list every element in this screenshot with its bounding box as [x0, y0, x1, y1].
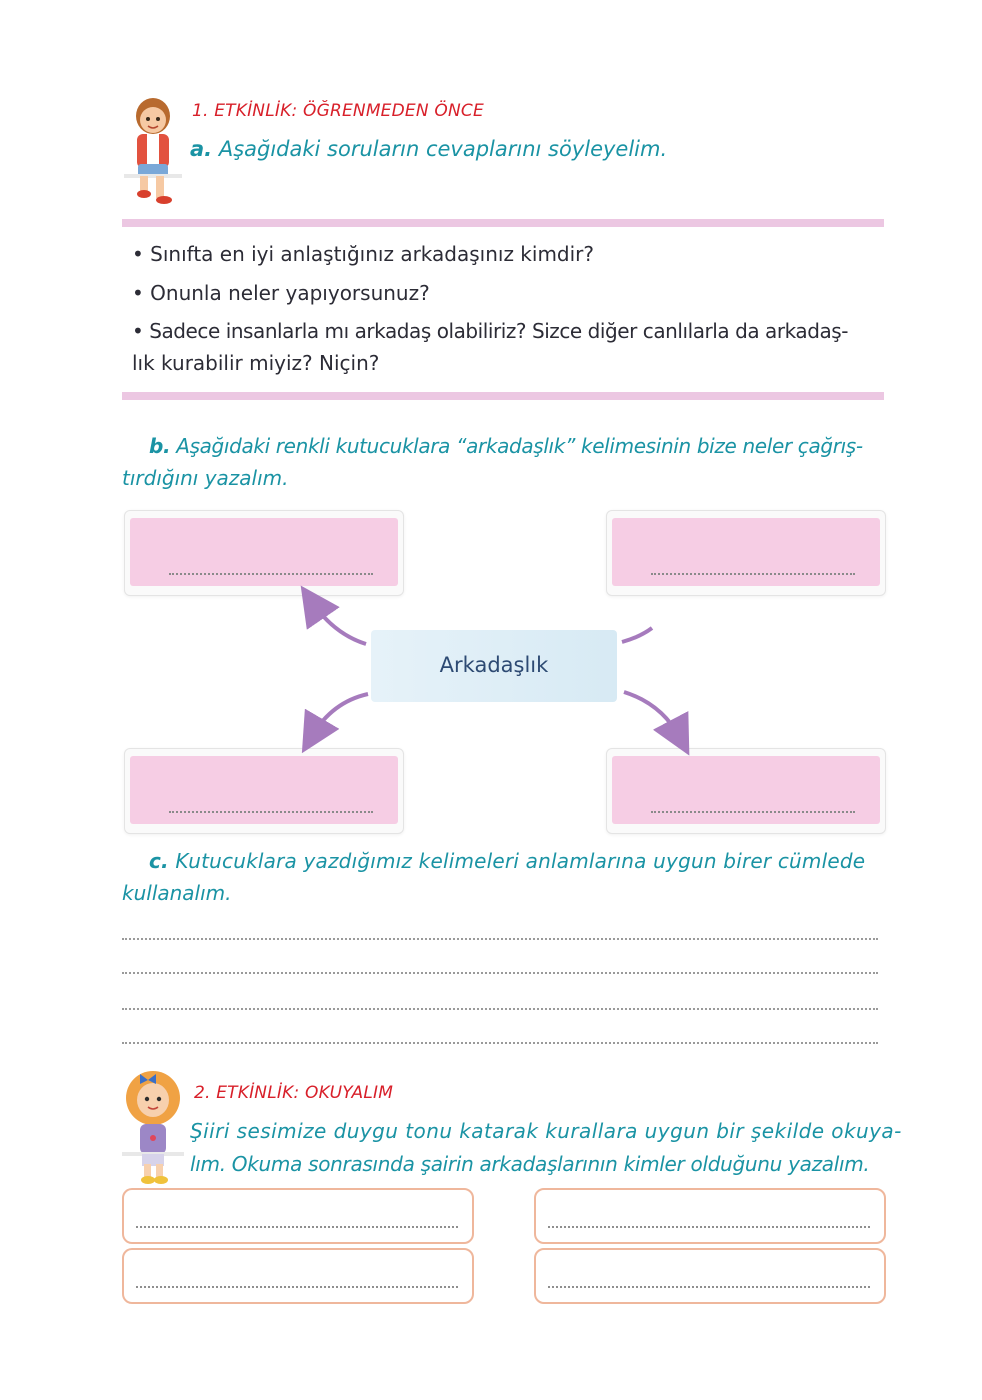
arrow-to-top-right [622, 628, 652, 642]
instruction-activity-2 [190, 1115, 902, 1181]
instruction-b-line1: Aşağıdaki renkli kutucuklara “arkadaşlık” kelimesinin bize neler çağrış- [176, 434, 863, 458]
activity-2-title: 2. ETKİNLİK: OKUYALIM [194, 1083, 394, 1103]
instruction-b-letter: b. [149, 434, 171, 458]
center-word: Arkadaşlık [439, 653, 549, 677]
instruction-c-line2: kullanalım. [122, 881, 232, 905]
poet-friend-box-4[interactable] [534, 1248, 886, 1304]
instruction-activity-2-line2: lım. Okuma sonrasında şairin arkadaşlarının kimler olduğunu yazalım. [190, 1152, 870, 1176]
arrow-to-top-left [312, 602, 366, 644]
writing-line[interactable] [122, 938, 878, 940]
instruction-a-letter: a. [190, 137, 213, 161]
question-item: lık kurabilir miyiz? Niçin? [132, 351, 380, 375]
question-item: • Onunla neler yapıyorsunuz? [132, 281, 430, 305]
instruction-c-letter: c. [149, 849, 169, 873]
question-item: • Sadece insanlarla mı arkadaş olabiliriz? Sizce diğer canlılarla da arkadaş- [132, 319, 849, 343]
arrow-to-bottom-right [624, 692, 680, 738]
writing-line[interactable] [122, 1008, 878, 1010]
girl-character-icon [118, 1068, 188, 1186]
instruction-c-line1: Kutucuklara yazdığımız kelimeleri anlamlarına uygun birer cümlede [175, 849, 866, 873]
activity-1-title: 1. ETKİNLİK: ÖĞRENMEDEN ÖNCE [192, 101, 484, 121]
poet-friend-box-1[interactable] [122, 1188, 474, 1244]
instruction-b-line2: tırdığını yazalım. [122, 466, 289, 490]
writing-line[interactable] [122, 972, 878, 974]
question-item: • Sınıfta en iyi anlaştığınız arkadaşınız kimdir? [132, 242, 595, 266]
poet-friend-box-3[interactable] [122, 1248, 474, 1304]
instruction-activity-2-line1: Şiiri sesimize duygu tonu katarak kurallara uygun bir şekilde okuya- [190, 1119, 902, 1143]
poet-friend-box-2[interactable] [534, 1188, 886, 1244]
instruction-c [122, 845, 892, 909]
writing-line[interactable] [122, 1042, 878, 1044]
instruction-a-text: Aşağıdaki soruların cevaplarını söyleyelim. [218, 137, 668, 161]
arrow-to-bottom-left [312, 694, 368, 736]
